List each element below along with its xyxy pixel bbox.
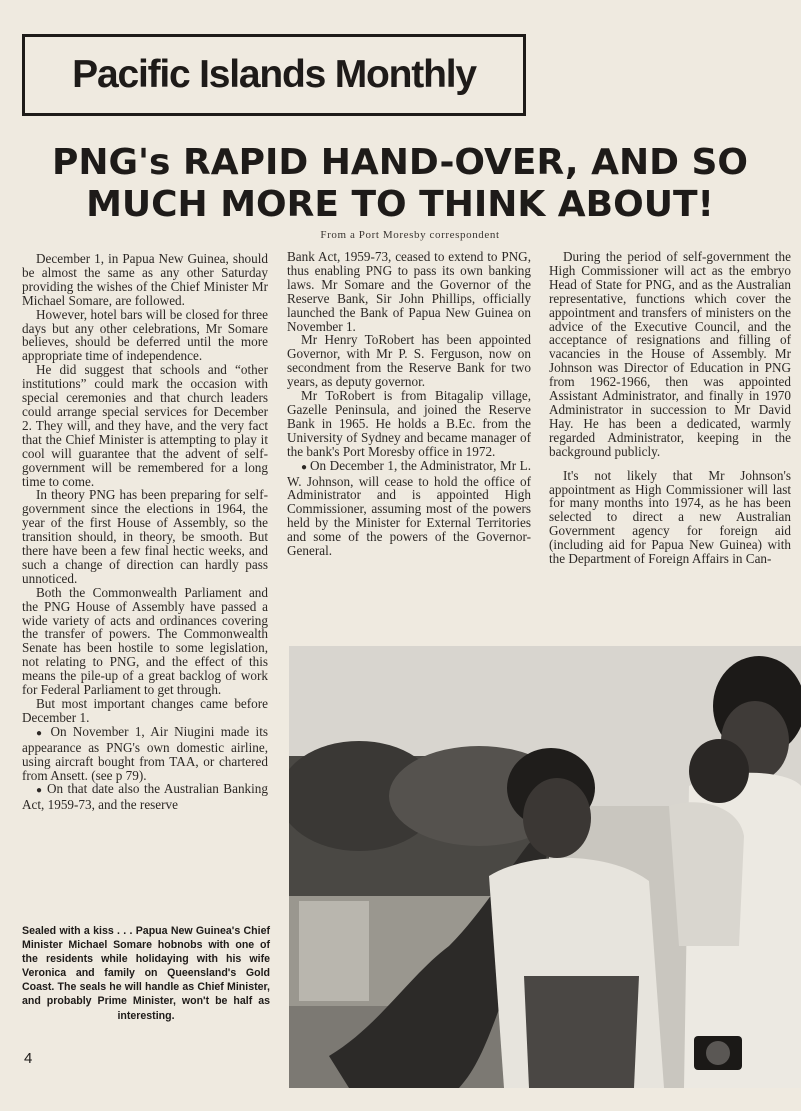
paragraph: But most important changes came before December 1. — [22, 696, 268, 725]
photo — [289, 646, 801, 1088]
paragraph: Mr ToRobert is from Bitagalip village, Gazelle Peninsula, and joined the Reserve Bank in 1965. He holds a B.Ec. from the University of Sydney and became manager of the bank's Port Moresby office in 1972. — [287, 388, 531, 459]
masthead-title: Pacific Islands Monthly — [72, 53, 476, 96]
paragraph: Bank Act, 1959-73, ceased to extend to PNG, thus enabling PNG to pass its own banking laws. Mr Somare and the Governor of the Reserve Bank, Sir John Phillips, officially launched the Bank of Papua New Guinea on November 1. — [287, 249, 531, 334]
bullet-paragraph: ● On November 1, Air Niugini made its appearance as PNG's own domestic airline, using aircraft bought from TAA, or chartered from Ansett. (see p 79). — [22, 725, 268, 783]
byline: From a Port Moresby correspondent — [320, 229, 500, 241]
photo-caption — [22, 924, 270, 1023]
headline-line-2: MUCH MORE TO THINK ABOUT! — [86, 184, 714, 225]
paragraph: He did suggest that schools and “other institutions” could mark the occasion with special ceremonies and that church leaders could arrange special services for December 2. They will, and they have, and the very fact that the Chief Minister is attempting to play it cool will guarantee that the advent of self-government will be remembered for a long time to come. — [22, 362, 268, 489]
headline-line-1: PNG's RAPID HAND-OVER, AND SO — [51, 142, 749, 183]
paragraph: It's not likely that Mr Johnson's appointment as High Commissioner will last for many months into 1974, as he has been selected to direct a new Australian Government agency for foreign aid (including aid for Papua New Guinea) with the Department of Foreign Affairs in Can- — [549, 467, 791, 567]
paragraph: During the period of self-government the High Commissioner will act as the embryo Head of State for PNG, and as the Australian representative, functions which cover the appointment and transfers of ministers on the advice of the Executive Council, and the acceptance of resignations and filling of vacancies in the House of Assembly. Mr Johnson was Director of Education in PNG from 1962-1966, then was appointed Assistant Administrator, and finally in 1970 Administrator in succession to Mr David Hay. He has been a dedicated, warmly regarded Administrator, keeping in the background publicly. — [549, 249, 791, 459]
page-number: 4 — [24, 1050, 33, 1067]
paragraph: December 1, in Papua New Guinea, should be almost the same as any other Saturday providing the wishes of the Chief Minister Mr Michael Somare, are followed. — [22, 251, 268, 308]
headline — [20, 142, 780, 226]
masthead — [22, 34, 526, 116]
photo-caption-text: Sealed with a kiss . . . Papua New Guinea's Chief Minister Michael Somare hobnobs with one of the residents while holidaying with his wife Veronica and family on Queensland's Gold Coast. The seals he will handle as Chief Minister, and probably Prime Minister, won't be half as interesting. — [22, 925, 270, 1022]
article-column-3 — [549, 250, 791, 566]
paragraph: In theory PNG has been preparing for self-government since the elections in 1964, the year of the first House of Assembly, so the transition should, in theory, be smooth. But there have been a few final hectic weeks, and such a change of direction can hardly pass unnoticed. — [22, 487, 268, 586]
article-column-1 — [22, 252, 268, 812]
paragraph: Mr Henry ToRobert has been appointed Governor, with Mr P. S. Ferguson, now on secondment from the Reserve Bank for two years, as deputy governor. — [287, 332, 531, 390]
bullet-paragraph: ● On that date also the Australian Banking Act, 1959-73, and the reserve — [22, 782, 268, 812]
paragraph: Both the Commonwealth Parliament and the PNG House of Assembly have passed a wide variety of acts and ordinances covering the transfer of powers. The Commonwealth Senate has been hostile to some legislation, not relating to PNG, and the effect of this means the pile-up of a great backlog of work for Federal Parliament to get through. — [22, 584, 268, 698]
photo-illustration — [289, 646, 801, 1088]
bullet-paragraph: ● On December 1, the Administrator, Mr L. W. Johnson, will cease to hold the office of Administrator and is appointed High Commissioner, assuming most of the powers held by the Minister for External Territories and some of the powers of the Governor-General. — [287, 459, 531, 558]
article-column-2 — [287, 250, 531, 558]
paragraph: However, hotel bars will be closed for three days but any other celebrations, Mr Somare believes, should be deferred until the more appropriate time of independence. — [22, 306, 268, 364]
